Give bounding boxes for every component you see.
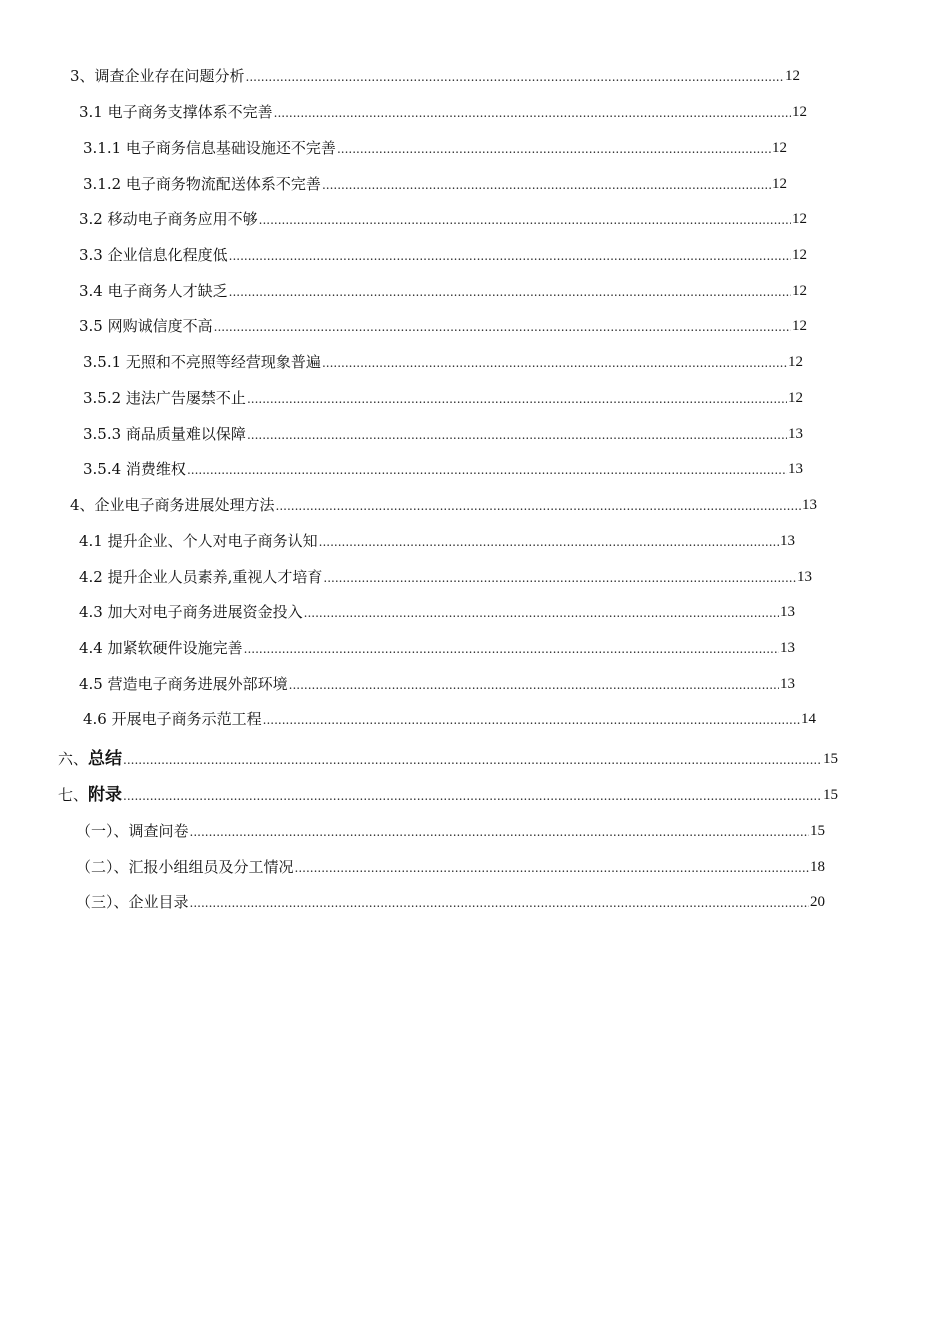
toc-entry[interactable] [83,420,803,444]
toc-entry[interactable] [79,598,795,622]
toc-entry-page: 12 [785,68,800,84]
toc-entry-page: 13 [797,569,812,585]
toc-entry[interactable] [83,134,787,158]
toc-entry-page: 12 [792,247,807,263]
toc-entry-label: 3.5 网购诚信度不高 [79,317,213,335]
toc-entry[interactable] [83,455,803,479]
toc-entry-page: 18 [810,859,825,875]
toc-entry-page: 13 [780,604,795,620]
toc-entry-label: 3.4 电子商务人才缺乏 [79,282,228,300]
toc-leader-dots [229,248,791,265]
toc-entry-label: 3.1.2 电子商务物流配送体系不完善 [83,175,321,193]
toc-entry[interactable] [79,634,795,658]
toc-entry-page: 12 [792,104,807,120]
toc-entry[interactable] [83,705,816,729]
toc-entry-label [58,785,122,805]
toc-entry[interactable] [58,781,838,805]
toc-entry-label: 3、调查企业存在问题分析 [70,67,245,85]
toc-entry-page: 15 [823,787,838,803]
toc-entry-label: （一）、调查问卷 [76,822,189,840]
toc-entry-prefix: 六、 [58,750,89,768]
toc-entry-label: 4.5 营造电子商务进展外部环境 [79,675,288,693]
toc-entry[interactable] [79,312,807,336]
toc-leader-dots [123,788,822,805]
toc-entry[interactable] [70,491,817,515]
toc-entry-title: 总结 [88,749,123,769]
toc-entry-label: 3.3 企业信息化程度低 [79,246,228,264]
toc-entry[interactable] [70,62,800,86]
toc-leader-dots [259,212,791,229]
toc-leader-dots [190,895,809,912]
toc-leader-dots [323,570,796,587]
toc-entry-label: 3.5.1 无照和不亮照等经营现象普遍 [83,353,321,371]
toc-leader-dots [190,824,809,841]
toc-entry[interactable] [79,277,807,301]
toc-leader-dots [246,69,784,86]
toc-leader-dots [247,427,787,444]
toc-entry-page: 12 [788,354,803,370]
toc-entry[interactable] [79,563,812,587]
toc-leader-dots [214,319,791,336]
toc-leader-dots [187,462,787,479]
toc-leader-dots [247,391,787,408]
toc-leader-dots [229,284,791,301]
toc-entry-prefix: 七、 [58,786,89,804]
toc-leader-dots [319,534,779,551]
toc-entry-page: 13 [788,426,803,442]
toc-entry-page: 12 [772,176,787,192]
toc-entry-label: 4.2 提升企业人员素养,重视人才培育 [79,568,323,586]
toc-entry[interactable] [79,527,795,551]
toc-entry[interactable] [83,170,787,194]
toc-leader-dots [244,641,779,658]
toc-entry-page: 12 [772,140,787,156]
toc-entry-label: 3.5.2 违法广告屡禁不止 [83,389,246,407]
toc-entry[interactable] [83,348,803,372]
toc-leader-dots [274,105,791,122]
toc-entry-label: 3.2 移动电子商务应用不够 [79,210,258,228]
toc-entry-label: 3.5.4 消费维权 [83,460,186,478]
toc-entry-page: 13 [780,533,795,549]
toc-leader-dots [304,605,779,622]
toc-leader-dots [289,677,779,694]
toc-entry-label: 4.3 加大对电子商务进展资金投入 [79,603,303,621]
toc-entry-label: 3.5.3 商品质量难以保障 [83,425,246,443]
toc-entry-label: （三）、企业目录 [76,893,189,911]
toc-entry[interactable] [79,98,807,122]
toc-entry-page: 15 [810,823,825,839]
toc-entry-page: 14 [801,711,816,727]
toc-entry-page: 12 [792,283,807,299]
toc-entry[interactable] [79,670,795,694]
toc-entry[interactable] [76,888,825,912]
toc-entry-page: 20 [810,894,825,910]
toc-entry-label: 4.6 开展电子商务示范工程 [83,710,262,728]
toc-entry[interactable] [76,817,825,841]
toc-entry[interactable] [58,745,838,769]
toc-entry-page: 13 [788,461,803,477]
toc-leader-dots [337,141,771,158]
toc-leader-dots [322,355,787,372]
toc-entry-label: 4、企业电子商务进展处理方法 [70,496,275,514]
toc-entry-page: 12 [788,390,803,406]
toc-entry[interactable] [79,205,807,229]
toc-leader-dots [295,860,809,877]
toc-entry-label: 4.4 加紧软硬件设施完善 [79,639,243,657]
toc-entry-label: 3.1.1 电子商务信息基础设施还不完善 [83,139,336,157]
toc-leader-dots [263,712,800,729]
toc-entry-label: 3.1 电子商务支撑体系不完善 [79,103,273,121]
toc-leader-dots [276,498,801,515]
toc-entry-page: 12 [792,318,807,334]
toc-entry[interactable] [76,853,825,877]
toc-entry-label [58,749,122,769]
toc-entry-label: （二）、汇报小组组员及分工情况 [76,858,294,876]
toc-entry-page: 12 [792,211,807,227]
toc-entry-page: 13 [780,676,795,692]
toc-leader-dots [123,752,822,769]
toc-entry-page: 13 [802,497,817,513]
toc-leader-dots [322,177,771,194]
toc-entry-title: 附录 [88,785,123,805]
toc-entry-label: 4.1 提升企业、个人对电子商务认知 [79,532,318,550]
toc-entry-page: 15 [823,751,838,767]
toc-entry[interactable] [83,384,803,408]
toc-entry[interactable] [79,241,807,265]
toc-entry-page: 13 [780,640,795,656]
